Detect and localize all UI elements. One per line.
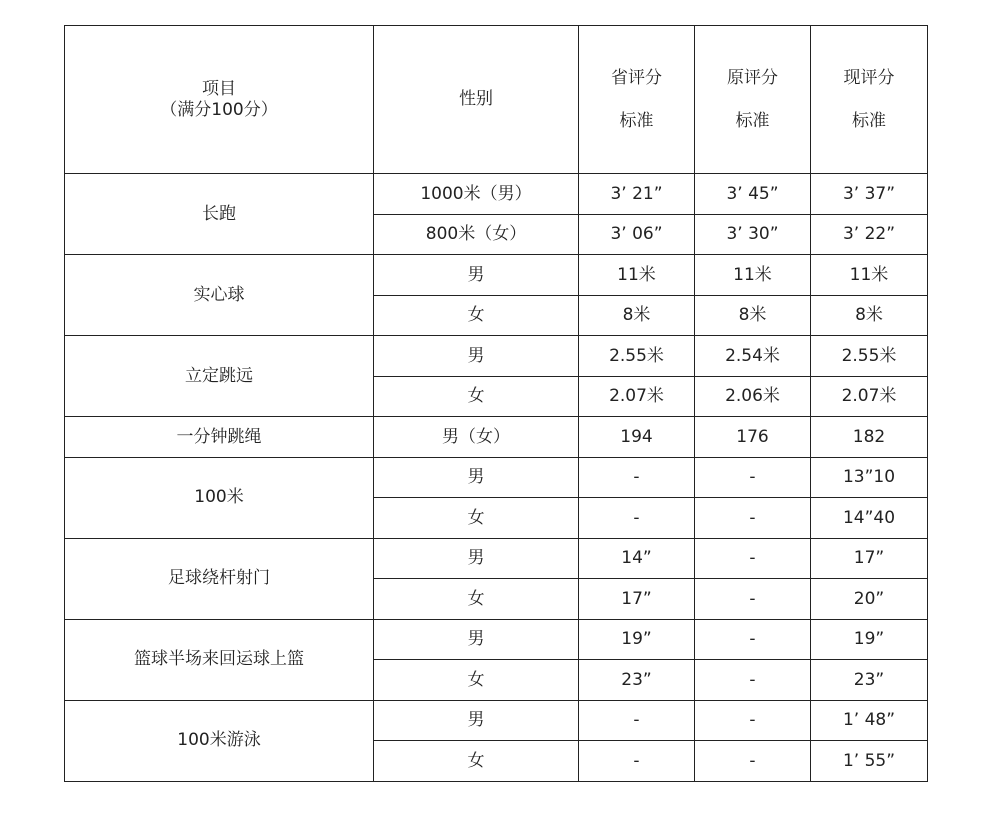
provincial-standard-cell: 3’ 06” (579, 214, 695, 255)
current-standard-cell: 2.07米 (811, 376, 928, 417)
item-name-cell: 篮球半场来回运球上篮 (65, 619, 374, 700)
table-row (65, 336, 928, 377)
original-standard-cell: 176 (695, 417, 811, 458)
provincial-standard-cell: 194 (579, 417, 695, 458)
current-standard-cell: 19” (811, 619, 928, 660)
current-standard-cell: 23” (811, 660, 928, 701)
original-standard-cell: - (695, 619, 811, 660)
header-original-cell (695, 26, 811, 174)
current-standard-cell: 8米 (811, 295, 928, 336)
original-standard-cell: 8米 (695, 295, 811, 336)
table-row (65, 538, 928, 579)
gender-cell: 男 (374, 538, 579, 579)
current-standard-cell: 1’ 48” (811, 700, 928, 741)
original-standard-cell: 3’ 30” (695, 214, 811, 255)
original-standard-cell: 3’ 45” (695, 174, 811, 215)
gender-cell: 男 (374, 336, 579, 377)
current-standard-cell: 2.55米 (811, 336, 928, 377)
current-standard-cell: 182 (811, 417, 928, 458)
item-name-cell: 长跑 (65, 174, 374, 255)
header-original-standard-label: 标准 (735, 110, 770, 131)
provincial-standard-cell: 19” (579, 619, 695, 660)
gender-cell: 1000米（男） (374, 174, 579, 215)
current-standard-cell: 3’ 22” (811, 214, 928, 255)
header-provincial-label: 省评分 (611, 68, 662, 89)
gender-cell: 女 (374, 498, 579, 539)
gender-cell: 女 (374, 376, 579, 417)
gender-cell: 男 (374, 255, 579, 296)
item-name-cell: 100米游泳 (65, 700, 374, 781)
provincial-standard-cell: 17” (579, 579, 695, 620)
original-standard-cell: - (695, 457, 811, 498)
header-item-cell (65, 26, 374, 174)
gender-cell: 男 (374, 619, 579, 660)
header-provincial-standard-label: 标准 (619, 110, 654, 131)
table-body (65, 26, 928, 782)
provincial-standard-cell: 2.07米 (579, 376, 695, 417)
provincial-standard-cell: - (579, 457, 695, 498)
current-standard-cell: 20” (811, 579, 928, 620)
provincial-standard-cell: 14” (579, 538, 695, 579)
original-standard-cell: 11米 (695, 255, 811, 296)
item-name-cell: 实心球 (65, 255, 374, 336)
provincial-standard-cell: - (579, 741, 695, 782)
provincial-standard-cell: - (579, 498, 695, 539)
provincial-standard-cell: 8米 (579, 295, 695, 336)
original-standard-cell: - (695, 538, 811, 579)
current-standard-cell: 13”10 (811, 457, 928, 498)
provincial-standard-cell: 2.55米 (579, 336, 695, 377)
gender-cell: 女 (374, 741, 579, 782)
header-provincial-cell (579, 26, 695, 174)
table-row (65, 619, 928, 660)
gender-cell: 800米（女） (374, 214, 579, 255)
table-row (65, 255, 928, 296)
provincial-standard-cell: 3’ 21” (579, 174, 695, 215)
table-row (65, 417, 928, 458)
original-standard-cell: 2.54米 (695, 336, 811, 377)
provincial-standard-cell: 23” (579, 660, 695, 701)
header-row (65, 26, 928, 174)
original-standard-cell: - (695, 498, 811, 539)
gender-cell: 女 (374, 579, 579, 620)
gender-cell: 女 (374, 295, 579, 336)
table-row (65, 174, 928, 215)
current-standard-cell: 1’ 55” (811, 741, 928, 782)
original-standard-cell: - (695, 579, 811, 620)
original-standard-cell: - (695, 741, 811, 782)
gender-cell: 男 (374, 457, 579, 498)
original-standard-cell: 2.06米 (695, 376, 811, 417)
current-standard-cell: 14”40 (811, 498, 928, 539)
header-original-label: 原评分 (727, 68, 778, 89)
gender-cell: 男（女） (374, 417, 579, 458)
score-standards-table (64, 25, 928, 782)
item-name-cell: 立定跳远 (65, 336, 374, 417)
current-standard-cell: 3’ 37” (811, 174, 928, 215)
header-current-label: 现评分 (843, 68, 895, 89)
provincial-standard-cell: - (579, 700, 695, 741)
provincial-standard-cell: 11米 (579, 255, 695, 296)
header-item-label: 项目 (202, 79, 236, 100)
header-current-standard-label: 标准 (852, 110, 886, 131)
original-standard-cell: - (695, 700, 811, 741)
gender-cell: 男 (374, 700, 579, 741)
original-standard-cell: - (695, 660, 811, 701)
item-name-cell: 100米 (65, 457, 374, 538)
header-full-score-label: （满分100分） (160, 99, 278, 120)
header-gender-label: 性别 (459, 89, 493, 110)
item-name-cell: 一分钟跳绳 (65, 417, 374, 458)
header-current-cell (811, 26, 928, 174)
header-gender-cell (374, 26, 579, 174)
current-standard-cell: 11米 (811, 255, 928, 296)
table-row (65, 457, 928, 498)
table-row (65, 700, 928, 741)
gender-cell: 女 (374, 660, 579, 701)
current-standard-cell: 17” (811, 538, 928, 579)
item-name-cell: 足球绕杆射门 (65, 538, 374, 619)
